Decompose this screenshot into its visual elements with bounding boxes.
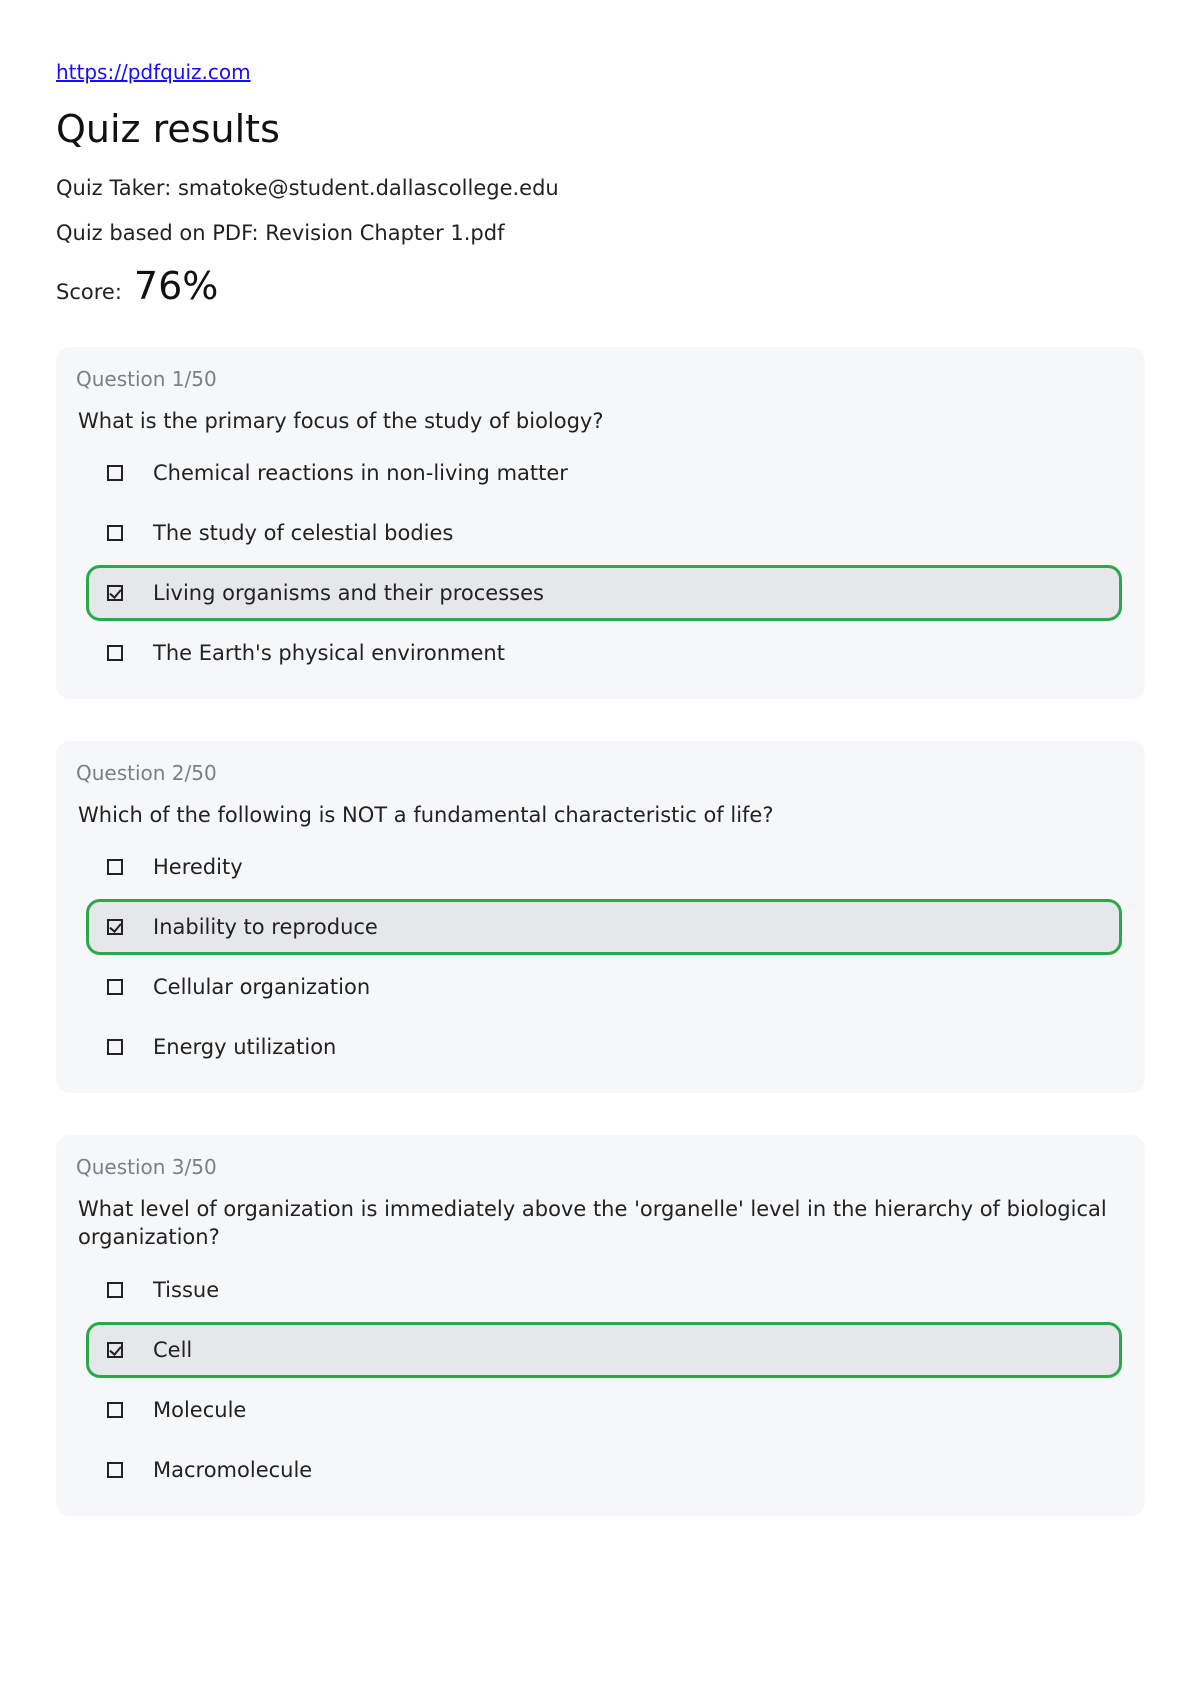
question-card [56, 741, 1145, 1093]
score-row [56, 264, 1144, 308]
answer-option[interactable] [86, 1262, 1122, 1318]
answer-label: Heredity [153, 855, 243, 880]
answer-label: Cell [153, 1337, 193, 1362]
answer-option[interactable] [86, 445, 1122, 501]
checkbox-icon[interactable] [107, 1039, 123, 1055]
question-number: Question 3/50 [76, 1155, 217, 1179]
checked-checkbox-icon[interactable] [107, 585, 123, 601]
quiz-source: Quiz based on PDF: Revision Chapter 1.pdf [56, 221, 505, 246]
checkbox-icon[interactable] [107, 525, 123, 541]
answer-options [76, 839, 1123, 1075]
answer-label: Living organisms and their processes [153, 581, 544, 606]
checkbox-icon[interactable] [107, 1402, 123, 1418]
answer-option[interactable] [86, 839, 1122, 895]
checkbox-icon[interactable] [107, 859, 123, 875]
checkbox-icon[interactable] [107, 645, 123, 661]
answer-option[interactable] [86, 959, 1122, 1015]
answer-option-selected[interactable] [86, 899, 1122, 955]
score-value: 76% [133, 264, 219, 309]
question-number: Question 1/50 [76, 367, 217, 391]
answer-option-selected[interactable] [86, 565, 1122, 621]
page-title: Quiz results [56, 107, 280, 151]
answer-label: The study of celestial bodies [153, 521, 454, 546]
answer-option[interactable] [86, 625, 1122, 681]
answer-option[interactable] [86, 1442, 1122, 1498]
question-text: What level of organization is immediately above the 'organelle' level in the hierarchy of biological organization? [78, 1197, 1107, 1250]
answer-label: Tissue [153, 1277, 220, 1302]
checkbox-icon[interactable] [107, 1462, 123, 1478]
answer-option[interactable] [86, 1019, 1122, 1075]
answer-option[interactable] [86, 505, 1122, 561]
answer-options [76, 445, 1123, 681]
question-card [56, 1135, 1145, 1516]
checkbox-icon[interactable] [107, 1282, 123, 1298]
question-number: Question 2/50 [76, 761, 217, 785]
answer-label: Macromolecule [153, 1457, 313, 1482]
answer-options [76, 1262, 1123, 1498]
answer-option[interactable] [86, 1382, 1122, 1438]
question-text: Which of the following is NOT a fundamental characteristic of life? [78, 803, 774, 827]
checkbox-icon[interactable] [107, 979, 123, 995]
answer-label: Inability to reproduce [153, 915, 378, 940]
answer-option-selected[interactable] [86, 1322, 1122, 1378]
answer-label: Chemical reactions in non-living matter [153, 461, 568, 486]
question-text: What is the primary focus of the study of biology? [78, 409, 604, 433]
answer-label: Cellular organization [153, 975, 371, 1000]
answer-label: Energy utilization [153, 1035, 337, 1060]
checkbox-icon[interactable] [107, 465, 123, 481]
answer-label: The Earth's physical environment [153, 641, 505, 666]
answer-label: Molecule [153, 1397, 247, 1422]
checked-checkbox-icon[interactable] [107, 919, 123, 935]
question-card [56, 347, 1145, 699]
site-link[interactable]: https://pdfquiz.com [56, 60, 251, 84]
checked-checkbox-icon[interactable] [107, 1342, 123, 1358]
score-label: Score: [56, 280, 122, 305]
quiz-taker: Quiz Taker: smatoke@student.dallascollege.edu [56, 176, 559, 200]
